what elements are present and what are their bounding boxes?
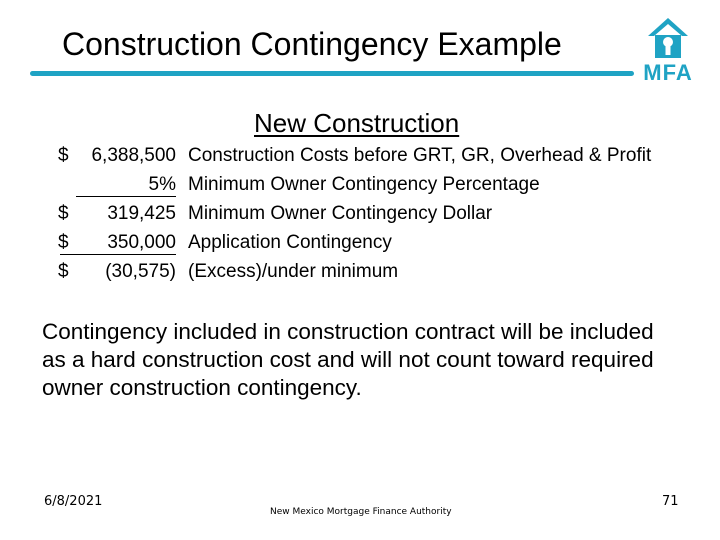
dollar-sign: $ <box>58 203 69 224</box>
dollar-sign: $ <box>58 232 69 253</box>
description: Construction Costs before GRT, GR, Overhead & Profit <box>188 145 652 166</box>
contingency-note: Contingency included in construction contract will be included as a hard construction cost and will not count toward required owner construction contingency. <box>42 319 654 400</box>
mfa-logo <box>638 16 698 86</box>
footer-date: 6/8/2021 <box>44 494 103 509</box>
description: Application Contingency <box>188 232 392 253</box>
amount: 6,388,500 <box>91 145 176 166</box>
footer-organization: New Mexico Mortgage Finance Authority <box>270 507 452 517</box>
slide-title: Construction Contingency Example <box>62 26 562 62</box>
logo-text: MFA <box>643 60 693 85</box>
amount: 350,000 <box>107 232 176 253</box>
cost-row <box>0 259 720 285</box>
description: Minimum Owner Contingency Dollar <box>188 203 493 224</box>
title-underline-bar <box>30 71 634 76</box>
dollar-sign: $ <box>58 145 69 166</box>
cost-row <box>0 230 720 256</box>
section-subtitle: New Construction <box>254 108 460 138</box>
dollar-sign: $ <box>58 261 69 282</box>
amount: 319,425 <box>107 203 176 224</box>
amount: (30,575) <box>105 261 176 282</box>
description: Minimum Owner Contingency Percentage <box>188 174 540 195</box>
page-number: 71 <box>662 494 679 509</box>
cost-row <box>0 172 720 198</box>
amount: 5% <box>148 174 176 195</box>
description: (Excess)/under minimum <box>188 261 399 282</box>
cost-row <box>0 201 720 227</box>
cost-row <box>0 143 720 169</box>
house-keyhole-icon <box>646 16 690 60</box>
